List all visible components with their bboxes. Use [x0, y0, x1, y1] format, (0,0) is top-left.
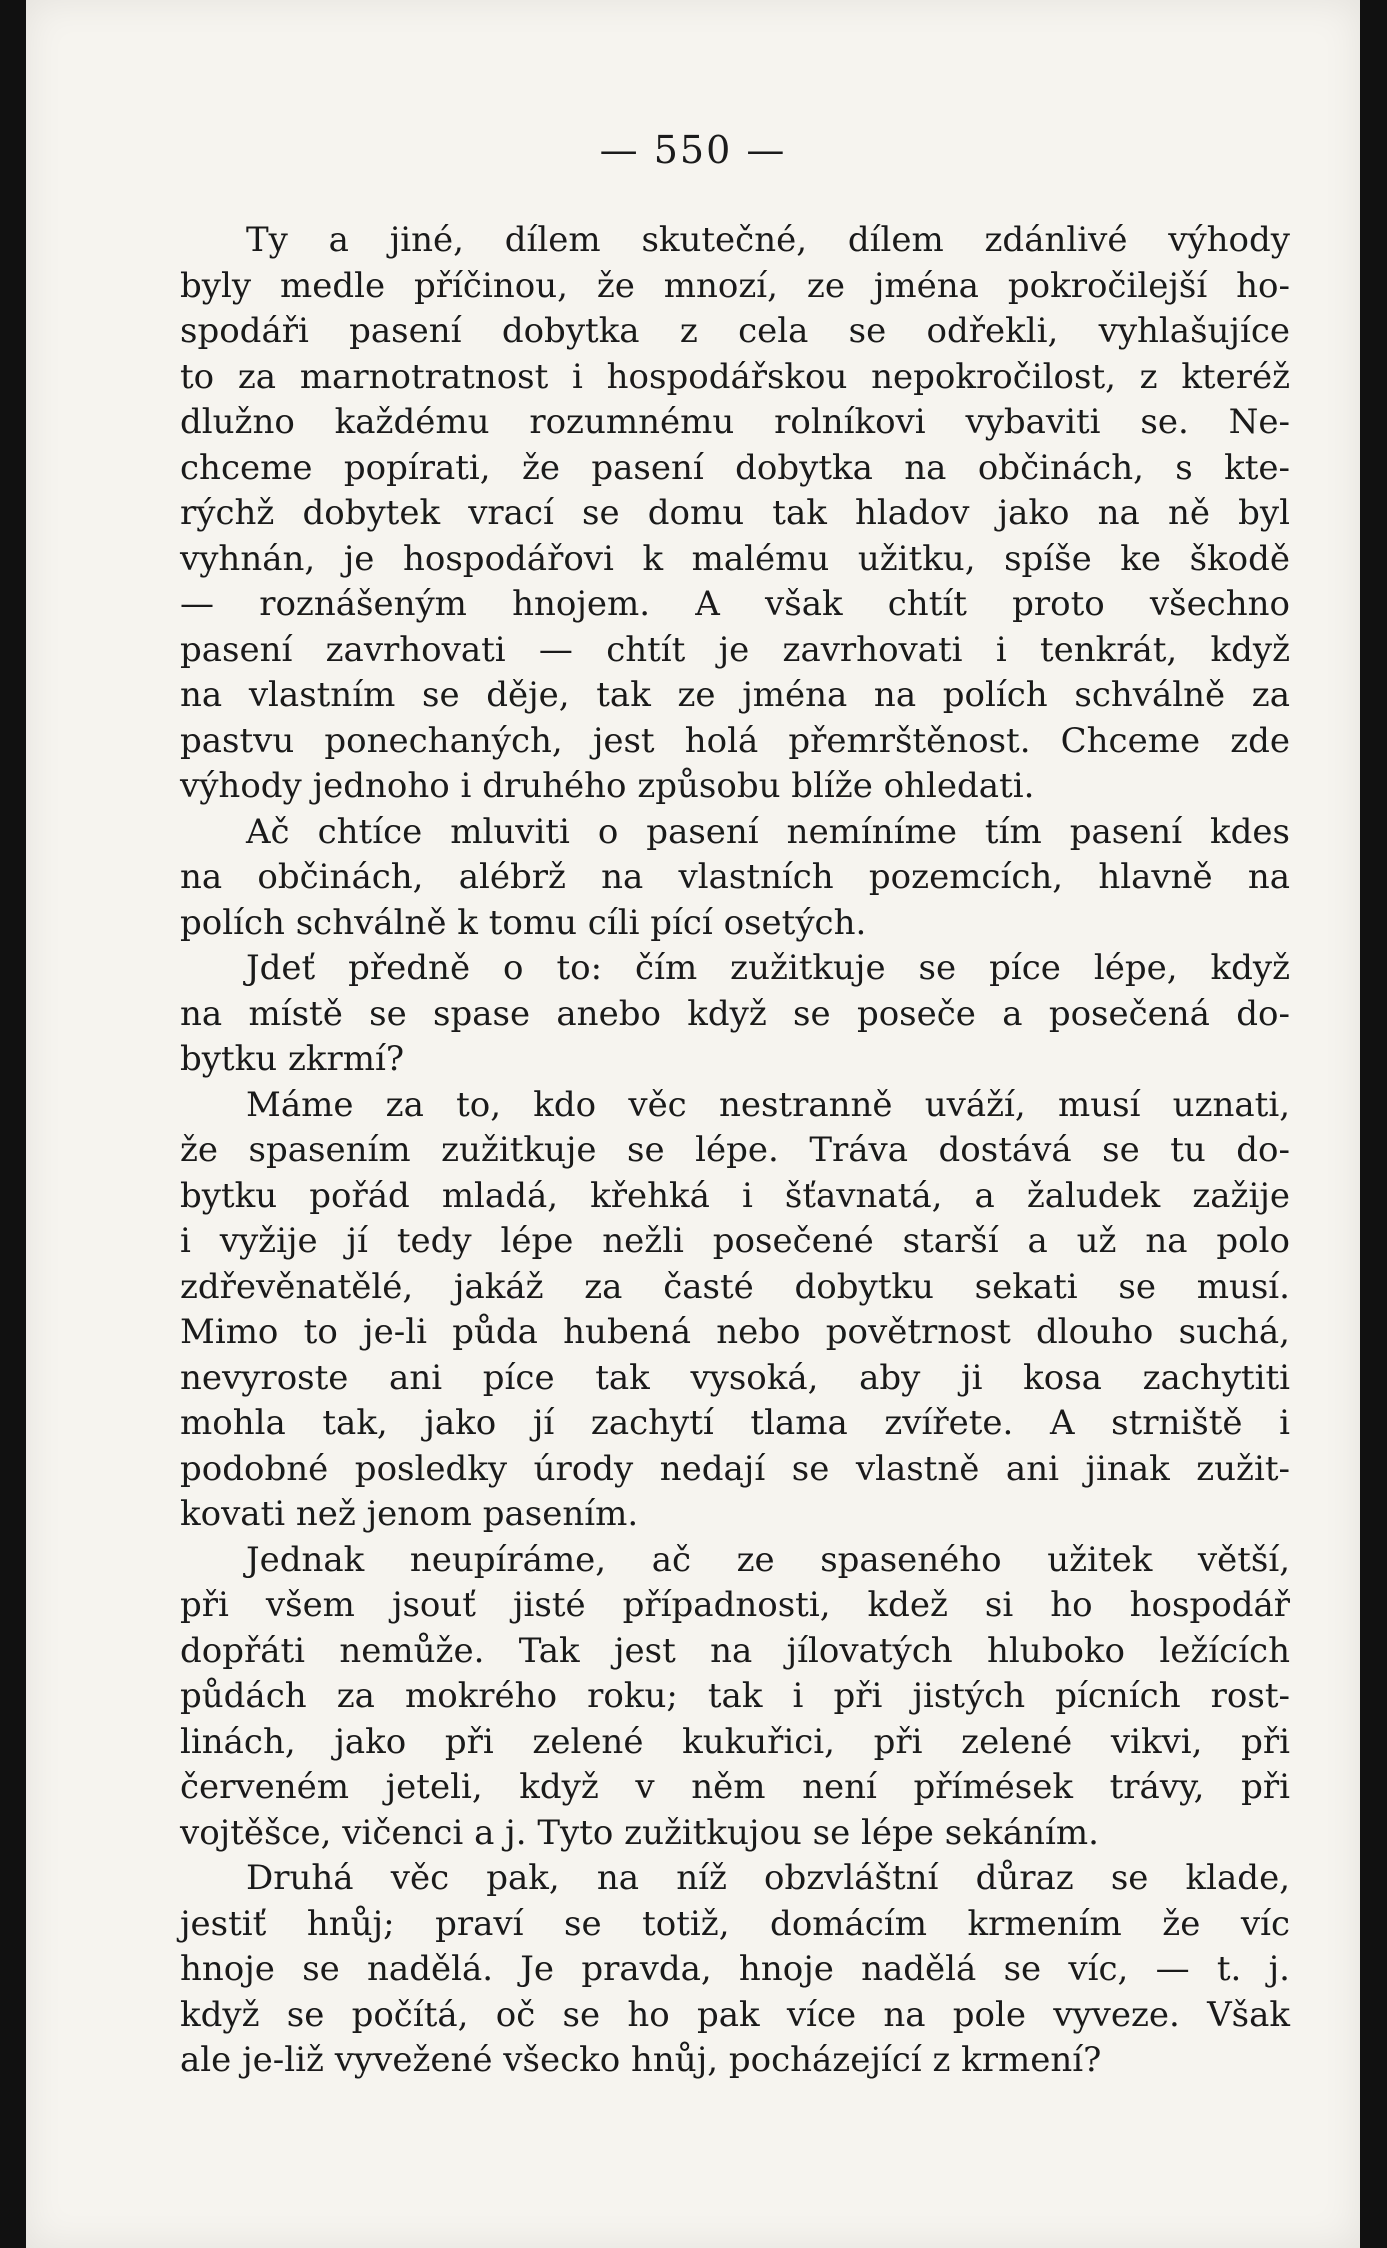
text-line: Máme za to, kdo věc nestranně uváží, musí uznati,	[246, 1084, 1290, 1125]
text-line: na vlastním se děje, tak ze jména na polích schválně za	[180, 675, 1290, 715]
text-line: linách, jako při zelené kukuřici, při zelené vikvi, při	[180, 1721, 1290, 1762]
text-line: dopřáti nemůže. Tak jest na jílovatých hluboko ležících	[180, 1630, 1290, 1671]
text-line: že spasením zužitkuje se lépe. Tráva dostává se tu do-	[180, 1130, 1290, 1170]
text-line: podobné posledky úrody nedají se vlastně ani jinak zužit-	[180, 1448, 1290, 1489]
paragraph	[180, 1083, 1290, 1538]
text-line: i vyžije jí tedy lépe nežli posečené starší a už na polo	[180, 1221, 1290, 1261]
paragraph	[180, 1856, 1290, 2084]
text-line: červeném jeteli, když v něm není přímések trávy, při	[180, 1767, 1290, 1807]
paragraph	[180, 946, 1290, 1083]
page-number: — 550 —	[599, 128, 787, 172]
text-line: hnoje se nadělá. Je pravda, hnoje nadělá se víc, — t. j.	[180, 1949, 1290, 1989]
text-line: chceme popírati, že pasení dobytka na občinách, s kte-	[180, 447, 1290, 488]
text-line: pastvu ponechaných, jest holá přemrštěnost. Chceme zde	[180, 720, 1290, 761]
text-line: rýchž dobytek vrací se domu tak hladov jako na ně byl	[180, 493, 1290, 533]
text-line: — roznášeným hnojem. A však chtít proto všechno	[180, 584, 1290, 624]
text-line: to za marnotratnost i hospodářskou nepokročilost, z kteréž	[180, 356, 1290, 397]
text-line: kovati než jenom pasením.	[180, 1494, 639, 1534]
text-line: spodáři pasení dobytka z cela se odřekli, vyhlašujíce	[180, 311, 1290, 351]
text-line: vyhnán, je hospodářovi k malému užitku, spíše ke škodě	[180, 538, 1290, 579]
text-line: na místě se spase anebo když se poseče a posečená do-	[180, 993, 1290, 1034]
text-line: Jdeť předně o to: čím zužitkuje se píce lépe, když	[246, 948, 1290, 988]
text-line: nevyroste ani píce tak vysoká, aby ji kosa zachytiti	[180, 1357, 1290, 1398]
text-line: Jednak neupíráme, ač ze spaseného užitek větší,	[246, 1539, 1290, 1580]
book-page	[26, 0, 1360, 2248]
text-line: když se počítá, oč se ho pak více na pole vyveze. Však	[180, 1994, 1290, 2035]
text-line: polích schválně k tomu cíli pící osetých.	[180, 902, 867, 943]
text-line: zdřevěnatělé, jakáž za časté dobytku sekati se musí.	[180, 1266, 1290, 1307]
text-line: dlužno každému rozumnému rolníkovi vybaviti se. Ne-	[180, 402, 1290, 442]
text-line: bytku zkrmí?	[180, 1039, 405, 1079]
text-line: ale je-liž vyvežené všecko hnůj, pocházející z krmení?	[180, 2040, 1102, 2080]
paragraph	[180, 810, 1290, 947]
text-line: vojtěšce, vičenci a j. Tyto zužitkujou se lépe sekáním.	[180, 1812, 1099, 1853]
text-line: bytku pořád mladá, křehká i šťavnatá, a žaludek zažije	[180, 1175, 1290, 1216]
text-line: mohla tak, jako jí zachytí tlama zvířete. A strniště i	[180, 1403, 1290, 1443]
text-line: Ač chtíce mluviti o pasení nemíníme tím pasení kdes	[246, 811, 1290, 852]
text-line: Mimo to je-li půda hubená nebo povětrnost dlouho suchá,	[180, 1312, 1290, 1352]
text-line: jestiť hnůj; praví se totiž, domácím krmením že víc	[180, 1903, 1290, 1944]
text-line: výhody jednoho i druhého způsobu blíže ohledati.	[180, 766, 1035, 806]
text-line: Ty a jiné, dílem skutečné, dílem zdánlivé výhody	[246, 220, 1290, 260]
text-line: půdách za mokrého roku; tak i při jistých pícních rost-	[180, 1676, 1290, 1716]
text-line: na občinách, alébrž na vlastních pozemcích, hlavně na	[180, 857, 1290, 897]
text-line: byly medle příčinou, že mnozí, ze jména pokročilejší ho-	[180, 265, 1290, 306]
text-line: pasení zavrhovati — chtít je zavrhovati i tenkrát, když	[180, 629, 1290, 670]
text-line: Druhá věc pak, na níž obzvláštní důraz se klade,	[246, 1858, 1290, 1898]
body-text	[180, 218, 1290, 2084]
text-line: při všem jsouť jisté případnosti, kdež si ho hospodář	[180, 1585, 1290, 1625]
paragraph	[180, 1538, 1290, 1857]
paragraph	[180, 218, 1290, 810]
